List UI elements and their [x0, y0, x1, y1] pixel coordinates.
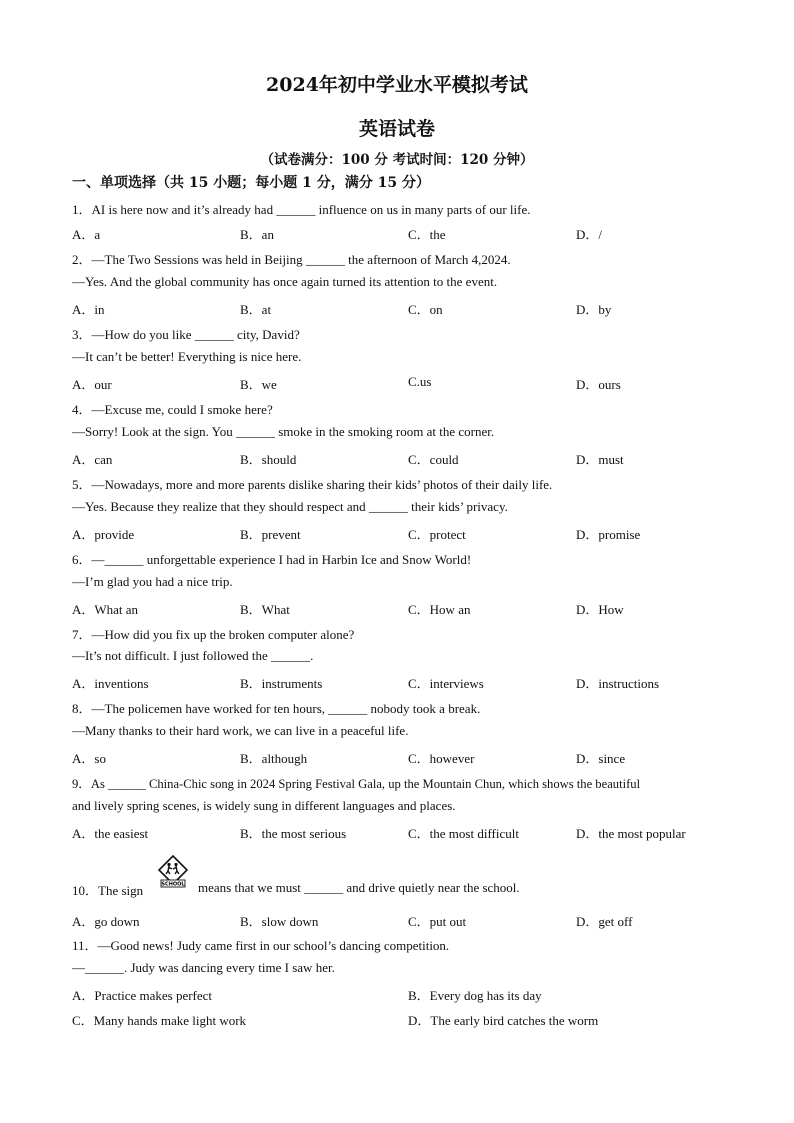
- question-8-reply: —Many thanks to their hard work, we can live in a peaceful life.: [72, 723, 409, 738]
- q10-option-d: D．get off: [576, 914, 633, 929]
- q5-option-d: D．promise: [576, 527, 641, 542]
- q11-option-c: C．Many hands make light work: [72, 1013, 247, 1028]
- question-2-reply: —Yes. And the global community has once again turned its attention to the event.: [72, 274, 498, 289]
- q8-option-a: A．so: [72, 751, 106, 766]
- q11-option-d: D．The early bird catches the worm: [408, 1013, 599, 1028]
- question-5-stem: 5．—Nowadays, more and more parents dislike sharing their kids’ photos of their daily life.: [72, 477, 553, 492]
- question-5-reply: —Yes. Because they realize that they should respect and ______ their kids’ privacy.: [72, 499, 508, 514]
- q3-option-c: C.us: [408, 374, 432, 389]
- q4-option-b: B．should: [240, 452, 297, 467]
- q1-option-a: A．a: [72, 227, 101, 242]
- page-title: 2024年初中学业水平模拟考试: [266, 74, 528, 96]
- q7-option-d: D．instructions: [576, 676, 660, 691]
- q5-option-b: B．prevent: [240, 527, 301, 542]
- q7-option-b: B．instruments: [240, 676, 323, 691]
- q9-option-d: D．the most popular: [576, 826, 686, 841]
- question-2-stem: 2．—The Two Sessions was held in Beijing ______ the afternoon of March 4,2024.: [72, 252, 511, 267]
- question-7-stem: 7．—How did you fix up the broken computer alone?: [72, 627, 355, 642]
- question-9-stem: 9．As ______ China-Chic song in 2024 Spring Festival Gala, up the Mountain Chun, which shows the beautiful: [72, 777, 641, 791]
- q11-option-b: B．Every dog has its day: [408, 988, 542, 1003]
- question-9-stem-cont: and lively spring scenes, is widely sung in different languages and places.: [72, 798, 456, 813]
- question-6-reply: —I’m glad you had a nice trip.: [72, 574, 233, 589]
- q4-option-c: C．could: [408, 452, 459, 467]
- question-6-stem: 6．—______ unforgettable experience I had in Harbin Ice and Snow World!: [72, 552, 472, 567]
- q8-option-c: C．however: [408, 751, 475, 766]
- q6-option-b: B．What: [240, 602, 290, 617]
- q2-option-c: C．on: [408, 302, 443, 317]
- q6-option-d: D．How: [576, 602, 624, 617]
- q2-option-d: D．by: [576, 302, 612, 317]
- exam-info: （试卷满分：100 分 考试时间：120 分钟）: [260, 152, 534, 168]
- q7-option-c: C．interviews: [408, 676, 484, 691]
- q10-option-b: B．slow down: [240, 914, 319, 929]
- q1-option-c: C．the: [408, 227, 446, 242]
- question-7-reply: —It’s not difficult. I just followed the ______.: [72, 648, 314, 663]
- question-3-stem: 3．—How do you like ______ city, David?: [72, 327, 300, 342]
- question-4-reply: —Sorry! Look at the sign. You ______ smoke in the smoking room at the corner.: [72, 424, 495, 439]
- question-3-reply: —It can’t be better! Everything is nice here.: [72, 349, 302, 364]
- q9-option-c: C．the most difficult: [408, 826, 519, 841]
- question-10-stem: 10．The sign: [72, 883, 144, 898]
- q3-option-d: D．ours: [576, 377, 621, 392]
- q2-option-b: B．at: [240, 302, 272, 317]
- q6-option-c: C．How an: [408, 602, 471, 617]
- q4-option-a: A．can: [72, 452, 113, 467]
- q9-option-b: B．the most serious: [240, 826, 347, 841]
- q3-option-b: B．we: [240, 377, 277, 392]
- q4-option-d: D．must: [576, 452, 624, 467]
- q2-option-a: A．in: [72, 302, 105, 317]
- q11-option-a: A．Practice makes perfect: [72, 988, 213, 1003]
- school-crossing-sign-icon: [158, 855, 188, 889]
- q5-option-a: A．provide: [72, 527, 135, 542]
- q8-option-b: B．although: [240, 751, 308, 766]
- q9-option-a: A．the easiest: [72, 826, 149, 841]
- q1-option-b: B．an: [240, 227, 274, 242]
- question-1-stem: 1．AI is here now and it’s already had ______ influence on us in many parts of our life.: [72, 202, 531, 217]
- q3-option-a: A．our: [72, 377, 112, 392]
- question-8-stem: 8．—The policemen have worked for ten hours, ______ nobody took a break.: [72, 701, 481, 716]
- q8-option-d: D．since: [576, 751, 626, 766]
- svg-text:SCHOOL: SCHOOL: [161, 881, 185, 888]
- paper-subtitle: 英语试卷: [358, 118, 435, 140]
- q1-option-d: D．/: [576, 227, 603, 242]
- q7-option-a: A．inventions: [72, 676, 149, 691]
- question-11-reply: —______. Judy was dancing every time I saw her.: [72, 960, 335, 975]
- section-title: 一、单项选择（共 15 小题；每小题 1 分，满分 15 分）: [72, 175, 430, 191]
- q5-option-c: C．protect: [408, 527, 466, 542]
- question-4-stem: 4．—Excuse me, could I smoke here?: [72, 402, 273, 417]
- question-10-stem-cont: means that we must ______ and drive quietly near the school.: [198, 880, 520, 895]
- q10-option-c: C．put out: [408, 914, 467, 929]
- question-11-stem: 11．—Good news! Judy came first in our school’s dancing competition.: [72, 938, 450, 953]
- q10-option-a: A．go down: [72, 914, 140, 929]
- q6-option-a: A．What an: [72, 602, 139, 617]
